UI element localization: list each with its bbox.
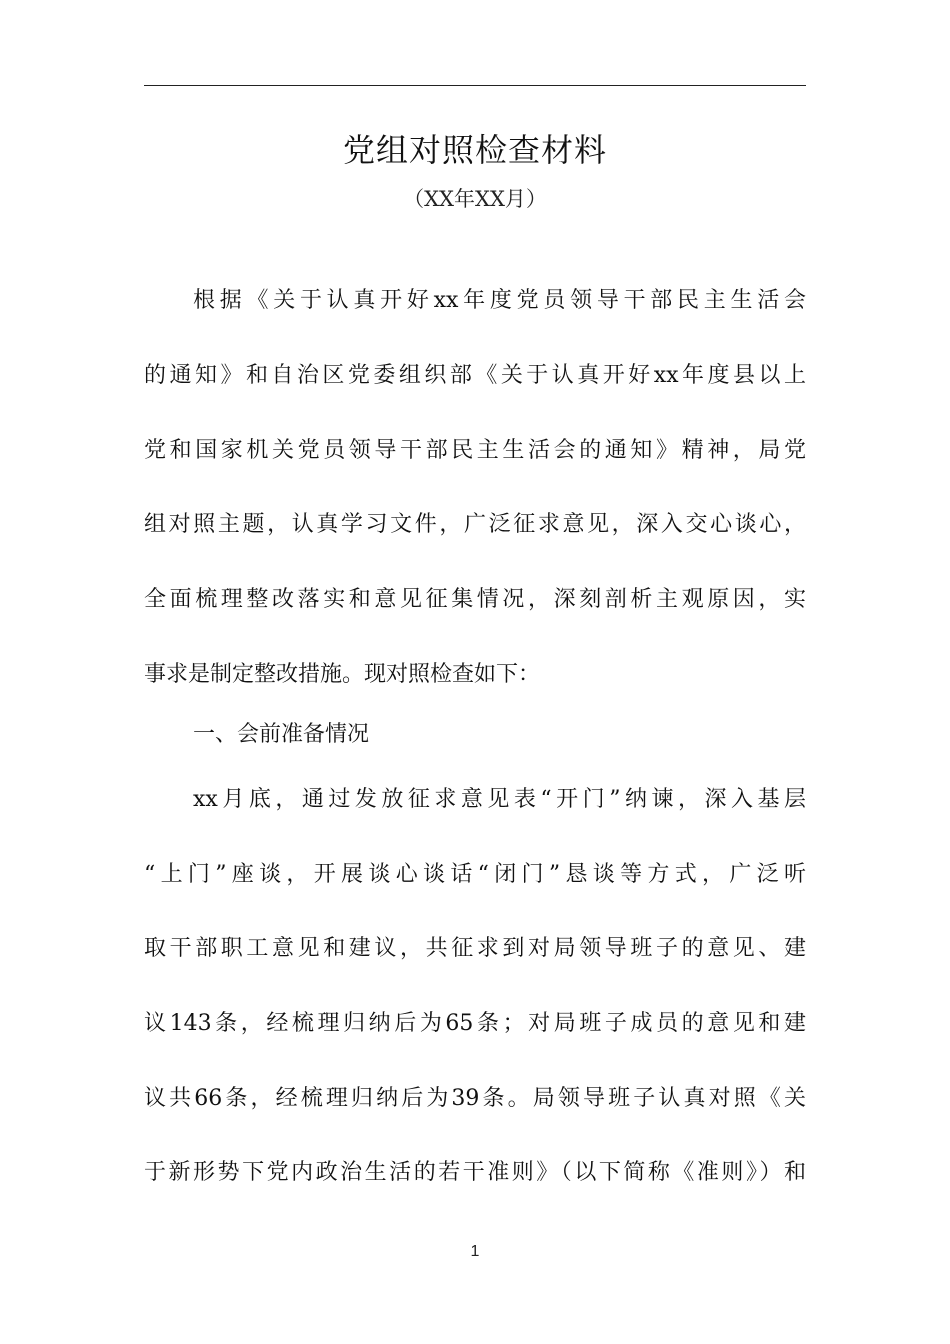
header-rule — [144, 85, 806, 86]
paragraph-line: 事求是制定整改措施。现对照检查如下： — [144, 662, 541, 687]
paragraph-line: 全面梳理整改落实和意见征集情况，深刻剖析主观原因，实 — [144, 587, 806, 612]
document-date: （XX年XX月） — [403, 187, 547, 211]
paragraph-line: 议143条，经梳理归纳后为65条；对局班子成员的意见和建 — [144, 1011, 806, 1036]
section-heading: 一、会前准备情况 — [193, 722, 370, 747]
page-number: 1 — [470, 1243, 480, 1260]
document-title: 党组对照检查材料 — [342, 131, 607, 169]
paragraph-line: “上门”座谈，开展谈心谈话“闭门”恳谈等方式，广泛听 — [144, 862, 806, 887]
paragraph-line: 根据《关于认真开好xx年度党员领导干部民主生活会 — [193, 288, 806, 313]
paragraph-line: xx月底，通过发放征求意见表“开门”纳谏，深入基层 — [193, 787, 806, 812]
paragraph-line: 党和国家机关党员领导干部民主生活会的通知》精神，局党 — [144, 438, 806, 463]
paragraph-line: 取干部职工意见和建议，共征求到对局领导班子的意见、建 — [144, 936, 806, 961]
paragraph-line: 组对照主题，认真学习文件，广泛征求意见，深入交心谈心， — [144, 512, 806, 537]
paragraph-line: 议共66条，经梳理归纳后为39条。局领导班子认真对照《关 — [144, 1086, 806, 1111]
paragraph-line: 于新形势下党内政治生活的若干准则》（以下简称《准则》）和 — [144, 1160, 806, 1185]
paragraph-line: 的通知》和自治区党委组织部《关于认真开好xx年度县以上 — [144, 363, 806, 388]
